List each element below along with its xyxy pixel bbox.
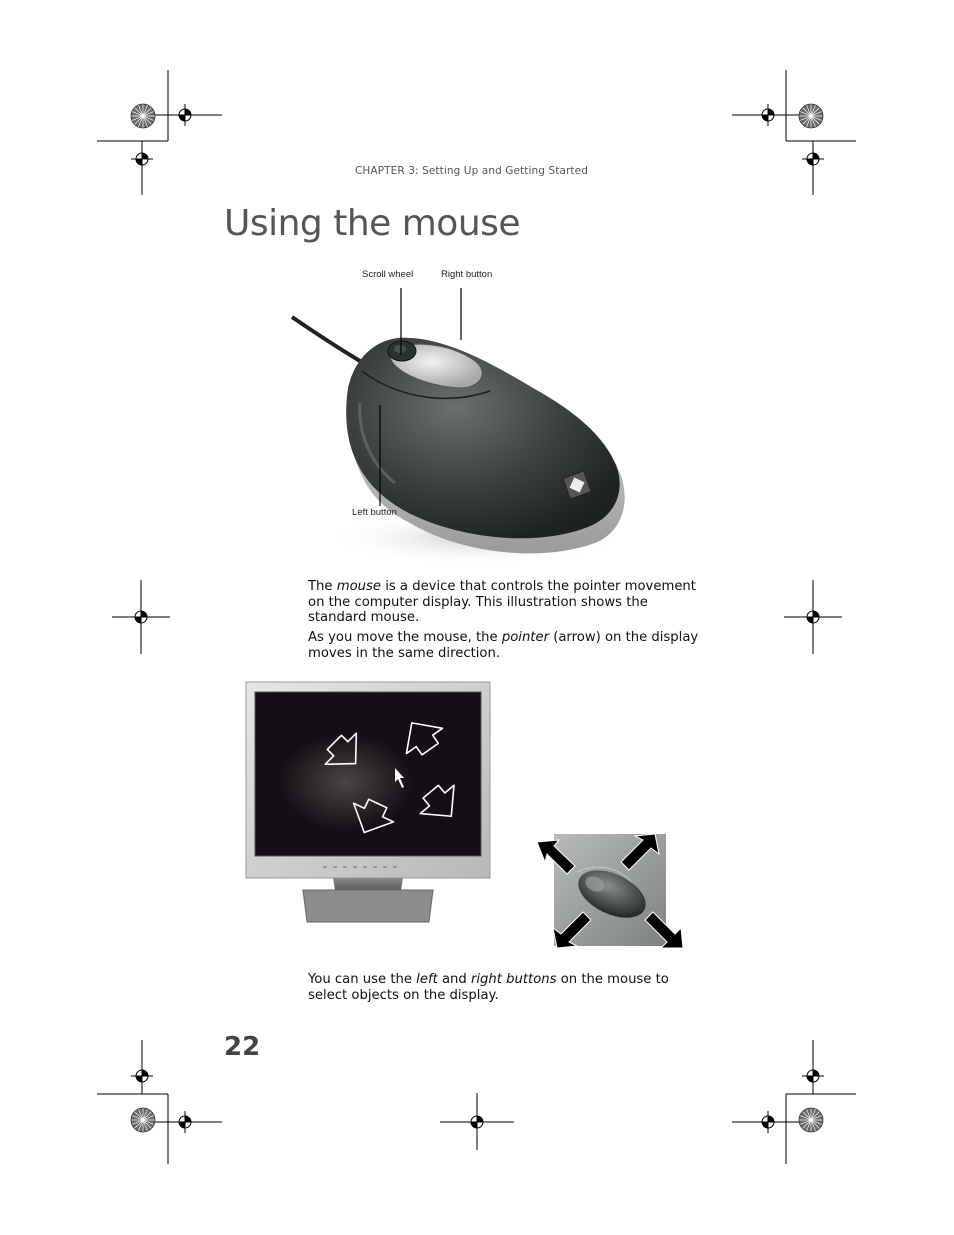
paragraph-mouse-intro: The mouse is a device that controls the pointer movement on the computer display. This illustration shows the standard mouse.: [308, 579, 696, 625]
paragraph-pointer: As you move the mouse, the pointer (arrow) on the display moves in the same direction.: [308, 630, 699, 661]
mouse-arrows-illustration: [537, 832, 687, 954]
callout-scroll-wheel: Scroll wheel: [362, 269, 414, 280]
mouse-illustration: [290, 313, 635, 568]
page-number: 22: [224, 1032, 261, 1062]
monitor-illustration: [243, 680, 493, 925]
callout-right-button: Right button: [441, 269, 493, 280]
paragraph-buttons: You can use the left and right buttons on the mouse to select objects on the display.: [308, 972, 669, 1003]
chapter-header: CHAPTER 3: Setting Up and Getting Started: [355, 165, 588, 177]
callout-left-button: Left button: [352, 507, 397, 518]
page-title: Using the mouse: [224, 203, 521, 244]
